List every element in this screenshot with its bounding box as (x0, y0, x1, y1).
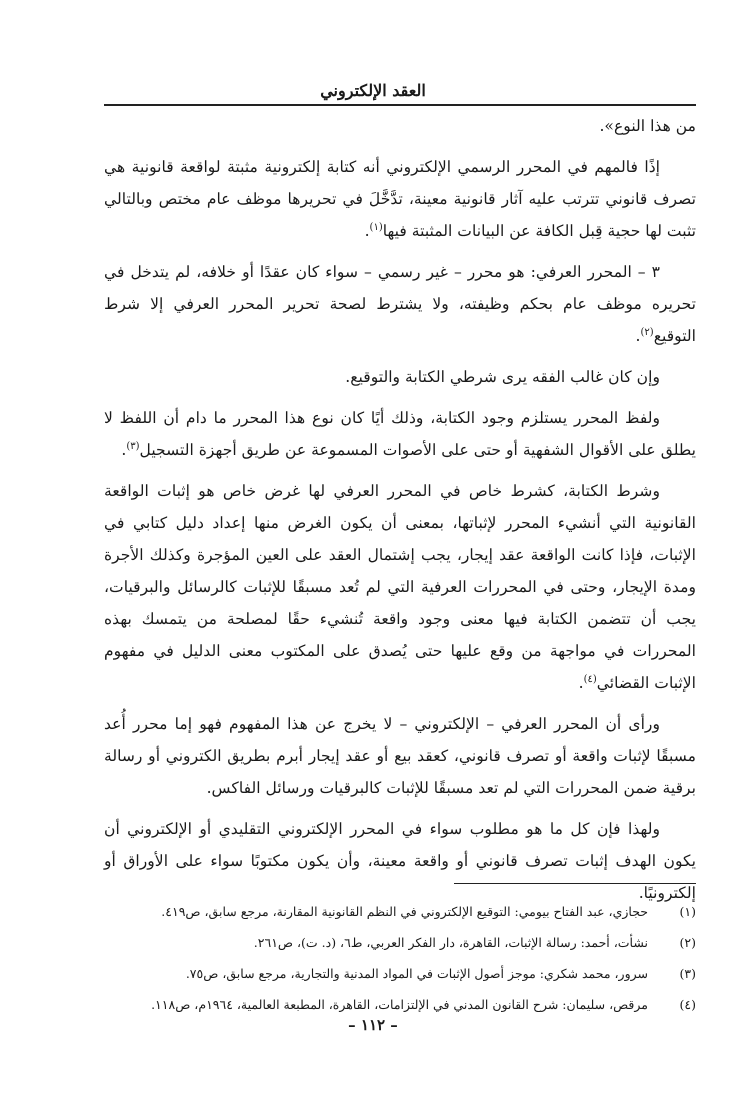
paragraph-text: إذًا فالمهم في المحرر الرسمي الإلكتروني أنه كتابة إلكترونية مثبتة لواقعة قانونية هي تصرف قانوني تترتب عليه آثار قانونية معينة، تدَّخَّلَ في تحريرها موظف عام مختص وبالتالي تثبت لها حجية قِبل الكافة عن البيانات المثبتة فيها (104, 158, 696, 240)
paragraph-5: وشرط الكتابة، كشرط خاص في المحرر العرفي لها غرض خاص هو إثبات الواقعة القانونية التي أنشيء المحرر لإثباتها، بمعنى أن يكون الغرض منها إعداد دليل كتابي في الإثبات، فإذا كانت الواقعة عقد إيجار، يجب إشتمال العقد على العين المؤجرة وكذلك الأجرة ومدة الإيجار، وحتى في المحررات العرفية التي لم تُعد مسبقًا للإثبات كالرسائل والبرقيات، يجب أن تتضمن الكتابة فيها معنى وجود واقعة تُنشيء حقًا لمصلحة من يتمسك بهذه المحررات في مواجهة من وقع عليها حتى يُصدق على المكتوب معنى الدليل في مفهوم الإثبات القضائي$^{(٤)}$. (104, 482, 696, 692)
paragraph-1: إذًا فالمهم في المحرر الرسمي الإلكتروني أنه كتابة إلكترونية مثبتة لواقعة قانونية هي تصرف قانوني تترتب عليه آثار قانونية معينة، تدَّخَّلَ في تحريرها موظف عام مختص وبالتالي تثبت لها حجية قِبل الكافة عن البيانات المثبتة فيها$^{(١)}$. (104, 158, 696, 240)
footnote-text: سرور، محمد شكري: موجز أصول الإثبات في المواد المدنية والتجارية، مرجع سابق، ص٧٥. (185, 966, 648, 981)
paragraph-text: وإن كان غالب الفقه يرى شرطي الكتابة والتوقيع. (345, 368, 660, 386)
paragraph-text: ٣ – المحرر العرفي: هو محرر – غير رسمي – سواء كان عقدًا أو خلافه، لم يتدخل في تحريره موظف عام بحكم وظيفته، ولا يشترط لصحة تحرير المحرر العرفي إلا شرط التوقيع (104, 263, 696, 345)
paragraph-0 (104, 110, 696, 142)
paragraph-2: ٣ – المحرر العرفي: هو محرر – غير رسمي – سواء كان عقدًا أو خلافه، لم يتدخل في تحريره موظف عام بحكم وظيفته، ولا يشترط لصحة تحرير المحرر العرفي إلا شرط التوقيع$^{(٢)}$. (104, 263, 696, 345)
footnote-item (104, 927, 696, 958)
footnote-text: نشأت، أحمد: رسالة الإثبات، القاهرة، دار الفكر العربي، ط٦، (د. ت)، ص٢٦١. (253, 935, 648, 950)
paragraph-3 (104, 361, 696, 393)
header-rule (104, 104, 696, 106)
footnote-number: (٣) (679, 966, 696, 981)
footnote-ref-2[interactable]: (٢) (640, 326, 654, 338)
paragraph-4: ولفظ المحرر يستلزم وجود الكتابة، وذلك أيًا كان نوع هذا المحرر ما دام أن اللفظ لا يطلق على الأقوال الشفهية أو حتى على الأصوات المسموعة عن طريق أجهزة التسجيل$^{(٣)}$. (104, 409, 696, 459)
paragraph-text: وشرط الكتابة، كشرط خاص في المحرر العرفي لها غرض خاص هو إثبات الواقعة القانونية التي أنشيء المحرر لإثباتها، بمعنى أن يكون الغرض منها إعداد دليل كتابي في الإثبات، فإذا كانت الواقعة عقد إيجار، يجب إشتمال العقد على العين المؤجرة وكذلك الأجرة ومدة الإيجار، وحتى في المحررات العرفية التي لم تُعد مسبقًا للإثبات كالرسائل والبرقيات، يجب أن تتضمن الكتابة فيها معنى وجود واقعة تُنشيء حقًا لمصلحة من يتمسك بهذه المحررات في مواجهة من وقع عليها حتى يُصدق على المكتوب معنى الدليل في مفهوم الإثبات القضائي (104, 482, 696, 692)
footnotes (104, 896, 696, 1020)
footnote-number: (٤) (679, 997, 696, 1012)
paragraph-text: ولفظ المحرر يستلزم وجود الكتابة، وذلك أيًا كان نوع هذا المحرر ما دام أن اللفظ لا يطلق على الأقوال الشفهية أو حتى على الأصوات المسموعة عن طريق أجهزة التسجيل (104, 409, 696, 459)
page-number: – ١١٢ – (348, 1016, 398, 1034)
paragraph-text: من هذا النوع». (599, 117, 696, 135)
footnote-ref-3[interactable]: (٣) (126, 440, 140, 452)
footnote-number: (١) (679, 904, 696, 919)
footnote-text: حجازي، عبد الفتاح بيومي: التوقيع الإلكتروني في النظم القانونية المقارنة، مرجع سابق، ص٤١٩. (161, 904, 648, 919)
footnote-ref-1[interactable]: (١) (369, 221, 383, 233)
footnote-item (104, 958, 696, 989)
footnote-text: مرقص، سليمان: شرح القانون المدني في الإلتزامات، القاهرة، المطبعة العالمية، ١٩٦٤م، ص١١٨. (151, 997, 648, 1012)
paragraph-6 (104, 708, 696, 804)
paragraph-7 (104, 813, 696, 909)
paragraph-text: ورأى أن المحرر العرفي – الإلكتروني – لا يخرج عن هذا المفهوم فهو إما محرر أُعد مسبقًا لإثبات واقعة أو تصرف قانوني، كعقد بيع أو عقد إيجار أبرم بطريق الكتروني أو رسالة برقية ضمن المحررات التي لم تعد مسبقًا للإثبات كالبرقيات ورسائل الفاكس. (104, 715, 696, 797)
body-text (104, 110, 696, 918)
footnote-ref-4[interactable]: (٤) (583, 673, 597, 685)
paragraph-text: ولهذا فإن كل ما هو مطلوب سواء في المحرر الإلكتروني التقليدي أو الإلكتروني أن يكون الهدف إثبات تصرف قانوني أو واقعة معينة، وأن يكون مكتوبًا سواء على الأوراق أو إلكترونيًا. (104, 820, 696, 902)
footnote-number: (٢) (679, 935, 696, 950)
running-header-title: العقد الإلكتروني (320, 81, 426, 100)
footnote-item (104, 896, 696, 927)
footnote-separator (454, 883, 696, 884)
